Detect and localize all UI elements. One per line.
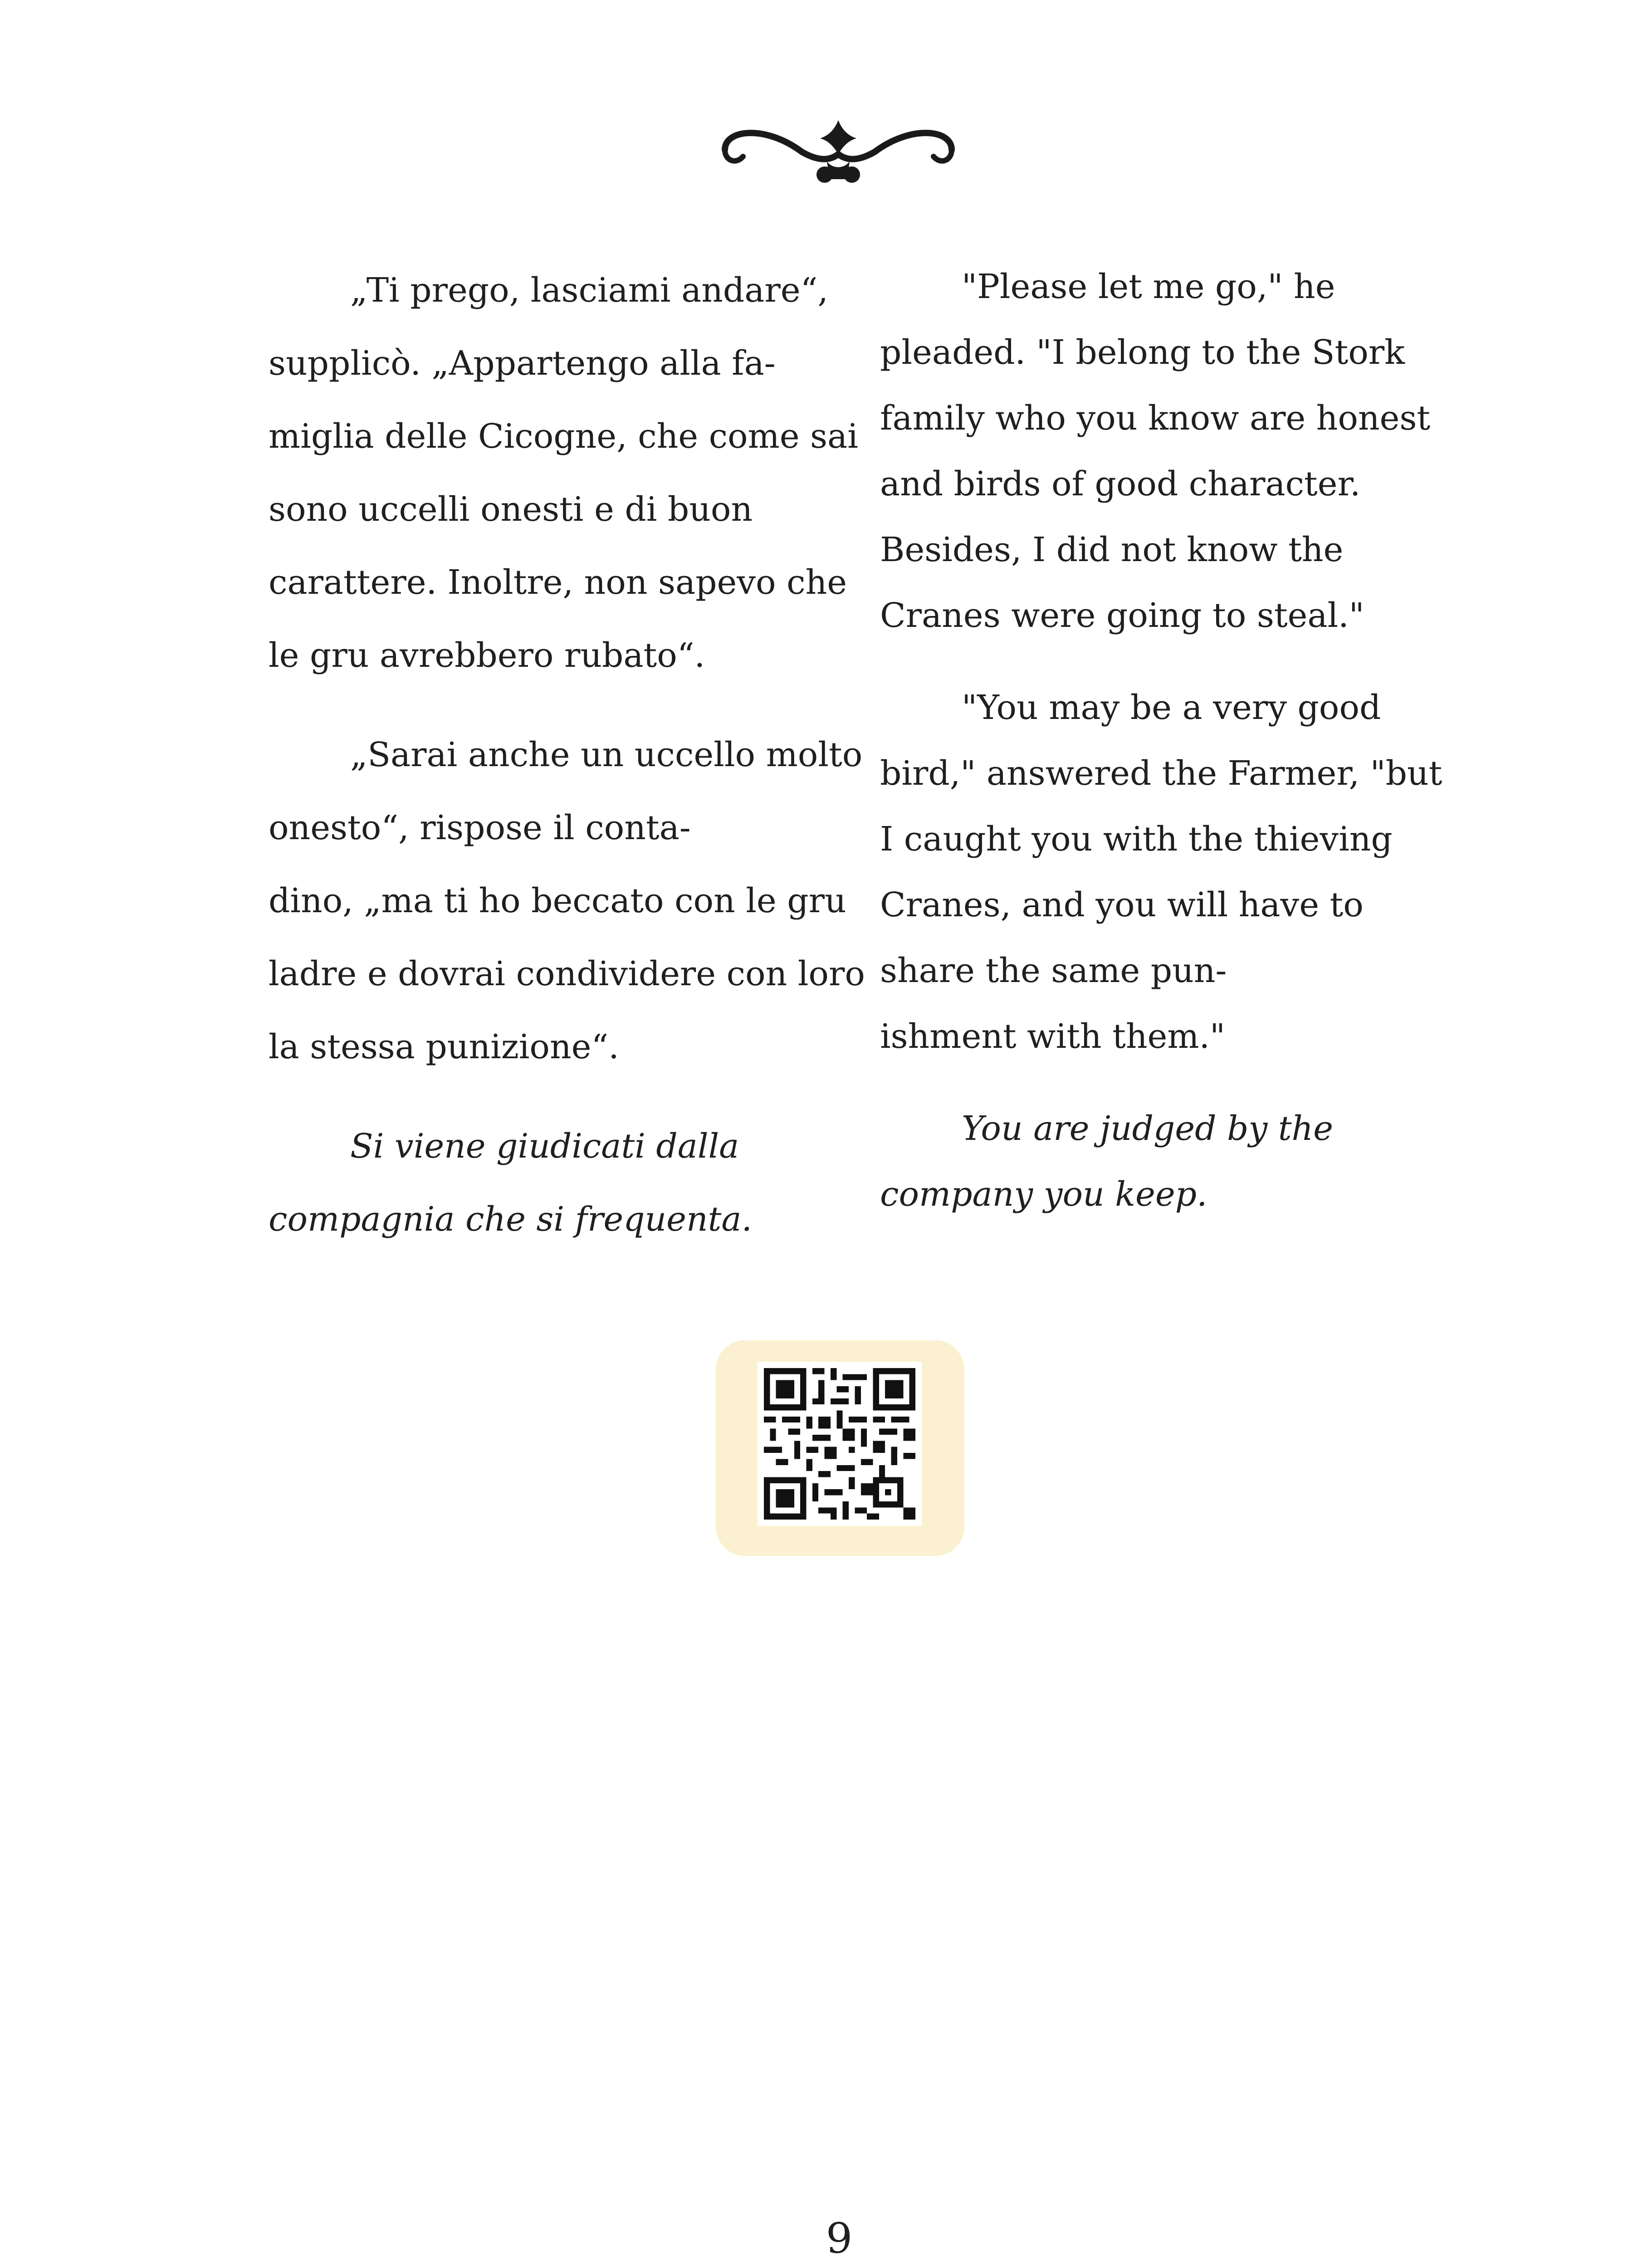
bottom-ornament-icon bbox=[753, 2261, 925, 2268]
italian-paragraph-1: „Ti prego, lasciami andare“, supplicò. „Appartengo alla fa- miglia delle Cicogne, che come sai sono uccelli onesti e di buon carattere. Inoltre, non sapevo che le gru avrebbero rubato“. bbox=[269, 271, 858, 675]
italian-column bbox=[269, 254, 867, 1282]
page-number: 9 bbox=[826, 2214, 853, 2263]
english-paragraph-2: "You may be a very good bird," answered the Farmer, "but I caught you with the thieving Cranes, and you will have to share the same pun- ishment with them." bbox=[880, 688, 1442, 1056]
italian-moral: Si viene giudicati dalla compagnia che si frequenta. bbox=[269, 1127, 752, 1239]
qr-code-icon bbox=[764, 1368, 915, 1520]
english-column bbox=[880, 254, 1442, 1254]
english-moral: You are judged by the company you keep. bbox=[880, 1109, 1333, 1214]
qr-code-card[interactable] bbox=[716, 1340, 964, 1556]
english-paragraph-1: "Please let me go," he pleaded. "I belong to the Stork family who you know are honest and birds of good character. Besides, I did not know the Cranes were going to steal." bbox=[880, 267, 1431, 635]
top-ornament-icon bbox=[711, 111, 965, 191]
qr-code-frame bbox=[758, 1362, 922, 1526]
italian-paragraph-2: „Sarai anche un uccello molto onesto“, rispose il conta- dino, „ma ti ho beccato con le gru ladre e dovrai condividere con loro la stessa punizione“. bbox=[269, 735, 865, 1066]
